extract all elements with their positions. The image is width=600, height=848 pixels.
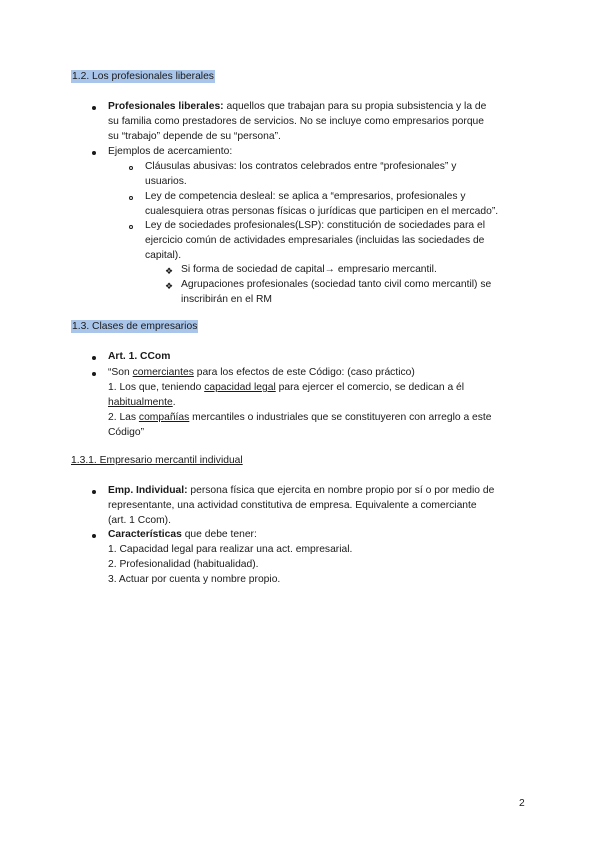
text-line: cualesquiera otras personas físicas o jurídicas que participen en el mercado”.	[145, 206, 499, 217]
bullet-icon	[92, 356, 96, 360]
quote-line-2: 1. Los que, teniendo capacidad legal para ejercer el comercio, se dedican a él	[108, 382, 465, 393]
quote-line-4: 2. Las compañías mercantiles o industriales que se constituyeren con arreglo a este	[108, 412, 492, 423]
text-line: su familia como prestadores de servicios. No se incluye como empresarios porque	[108, 116, 485, 127]
list-item-profesionales-liberales: Profesionales liberales: aquellos que trabajan para su propia subsistencia y la de	[108, 101, 487, 112]
text-line: capital).	[145, 250, 182, 261]
section-heading-1-3-1: 1.3.1. Empresario mercantil individual	[71, 455, 243, 466]
bullet-icon	[92, 151, 96, 155]
quote-line-1: “Son comerciantes para los efectos de este Código: (caso práctico)	[108, 367, 415, 378]
list-item-ejemplos: Ejemplos de acercamiento:	[108, 146, 233, 157]
text-line: (art. 1 Ccom).	[108, 515, 171, 526]
circle-bullet-icon	[129, 196, 133, 200]
list-item-art-1: Art. 1. CCom	[108, 351, 171, 362]
circle-bullet-icon	[129, 225, 133, 229]
text-line: usuarios.	[145, 176, 187, 187]
subsub-item-sociedad-capital: Si forma de sociedad de capital→ empresario mercantil.	[181, 264, 437, 275]
quote-line-5: Código”	[108, 427, 145, 438]
list-item-emp-individual: Emp. Individual: persona física que ejercita en nombre propio por sí o por medio de	[108, 485, 495, 496]
diamond-bullet-icon: ❖	[165, 281, 174, 291]
bullet-icon	[92, 372, 96, 376]
diamond-bullet-icon: ❖	[165, 266, 174, 276]
text-line: su “trabajo” depende de su “persona”.	[108, 131, 281, 142]
bullet-icon	[92, 490, 96, 494]
section-heading-1-2: 1.2. Los profesionales liberales	[72, 71, 214, 82]
section-heading-1-3: 1.3. Clases de empresarios	[72, 321, 198, 332]
sub-item-lsp: Ley de sociedades profesionales(LSP): constitución de sociedades para el	[145, 220, 486, 231]
quote-line-3: habitualmente.	[108, 397, 176, 408]
sub-item-competencia: Ley de competencia desleal: se aplica a “empresarios, profesionales y	[145, 191, 466, 202]
text-line: representante, una actividad constitutiva de empresa. Equivalente a comerciante	[108, 500, 477, 511]
subsub-item-agrupaciones: Agrupaciones profesionales (sociedad tanto civil como mercantil) se	[181, 279, 492, 290]
page-number: 2	[519, 798, 525, 809]
text-line: inscribirán en el RM	[181, 294, 272, 305]
text-line: 2. Profesionalidad (habitualidad).	[108, 559, 259, 570]
list-item-caracteristicas: Características que debe tener:	[108, 529, 257, 540]
sub-item-clausulas: Cláusulas abusivas: los contratos celebrados entre “profesionales” y	[145, 161, 457, 172]
text-line: 1. Capacidad legal para realizar una act. empresarial.	[108, 544, 353, 555]
bullet-icon	[92, 106, 96, 110]
circle-bullet-icon	[129, 166, 133, 170]
bullet-icon	[92, 534, 96, 538]
text-line: 3. Actuar por cuenta y nombre propio.	[108, 574, 281, 585]
text-line: ejercicio común de actividades empresariales (incluidas las sociedades de	[145, 235, 485, 246]
